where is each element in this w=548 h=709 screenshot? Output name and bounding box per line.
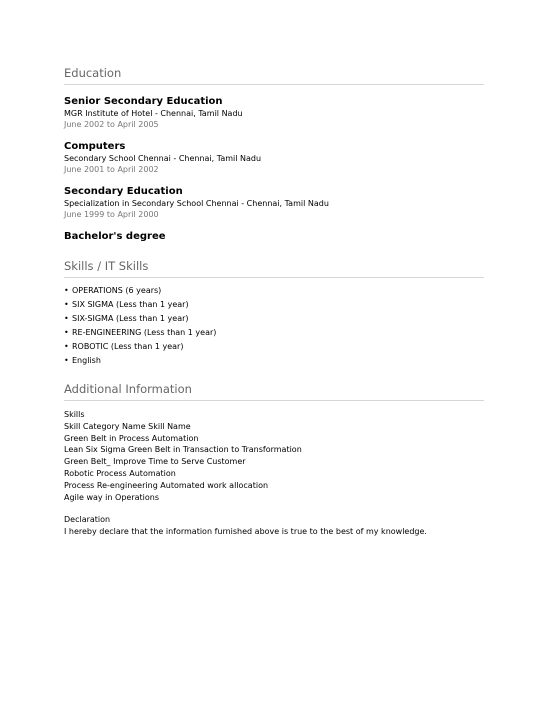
skill-label: SIX SIGMA (Less than 1 year) (72, 300, 189, 309)
education-degree: Senior Secondary Education (64, 96, 223, 107)
bullet-icon: • (64, 342, 69, 351)
bullet-icon: • (64, 300, 69, 309)
bullet-icon: • (64, 328, 69, 337)
bullet-icon: • (64, 286, 69, 295)
education-degree: Secondary Education (64, 186, 183, 197)
education-dates: June 2001 to April 2002 (64, 165, 159, 174)
info-line: Agile way in Operations (64, 492, 159, 502)
education-degree: Bachelor's degree (64, 231, 166, 242)
skills-list (64, 284, 484, 368)
education-school: Specialization in Secondary School Chennai - Chennai, Tamil Nadu (64, 199, 329, 208)
info-line: Lean Six Sigma Green Belt in Transaction to Transformation (64, 445, 302, 455)
info-line: Skills (64, 410, 85, 419)
skill-label: ROBOTIC (Less than 1 year) (72, 342, 184, 351)
skill-label: OPERATIONS (6 years) (72, 286, 162, 295)
education-item (64, 230, 484, 243)
skill-item (64, 312, 484, 326)
declaration-text: I hereby declare that the information furnished above is true to the best of my knowledge. (64, 527, 427, 537)
skill-item (64, 284, 484, 298)
additional-info-body (64, 409, 484, 538)
skills-heading: Skills / IT Skills (64, 259, 484, 278)
education-list (64, 95, 484, 243)
education-item (64, 185, 484, 221)
skill-label: RE-ENGINEERING (Less than 1 year) (72, 328, 217, 337)
declaration-title: Declaration (64, 515, 111, 525)
education-degree: Computers (64, 141, 126, 152)
info-line: Green Belt_ Improve Time to Serve Customer (64, 457, 246, 467)
education-dates: June 1999 to April 2000 (64, 210, 159, 219)
education-school: MGR Institute of Hotel - Chennai, Tamil Nadu (64, 109, 243, 118)
skill-item (64, 326, 484, 340)
bullet-icon: • (64, 314, 69, 323)
skill-label: English (72, 356, 101, 365)
bullet-icon: • (64, 356, 69, 365)
education-item (64, 140, 484, 176)
additional-info-heading: Additional Information (64, 382, 484, 401)
education-item (64, 95, 484, 131)
info-line: Robotic Process Automation (64, 468, 176, 478)
education-dates: June 2002 to April 2005 (64, 120, 159, 129)
info-line: Green Belt in Process Automation (64, 433, 199, 443)
skill-item (64, 340, 484, 354)
education-heading: Education (64, 66, 484, 85)
spacer (64, 503, 484, 514)
info-line: Process Re-engineering Automated work allocation (64, 480, 269, 490)
skill-label: SIX-SIGMA (Less than 1 year) (72, 314, 189, 323)
skill-item (64, 298, 484, 312)
skill-item (64, 354, 484, 368)
education-school: Secondary School Chennai - Chennai, Tamil Nadu (64, 154, 262, 163)
info-line: Skill Category Name Skill Name (64, 421, 191, 431)
resume-page (64, 66, 484, 538)
